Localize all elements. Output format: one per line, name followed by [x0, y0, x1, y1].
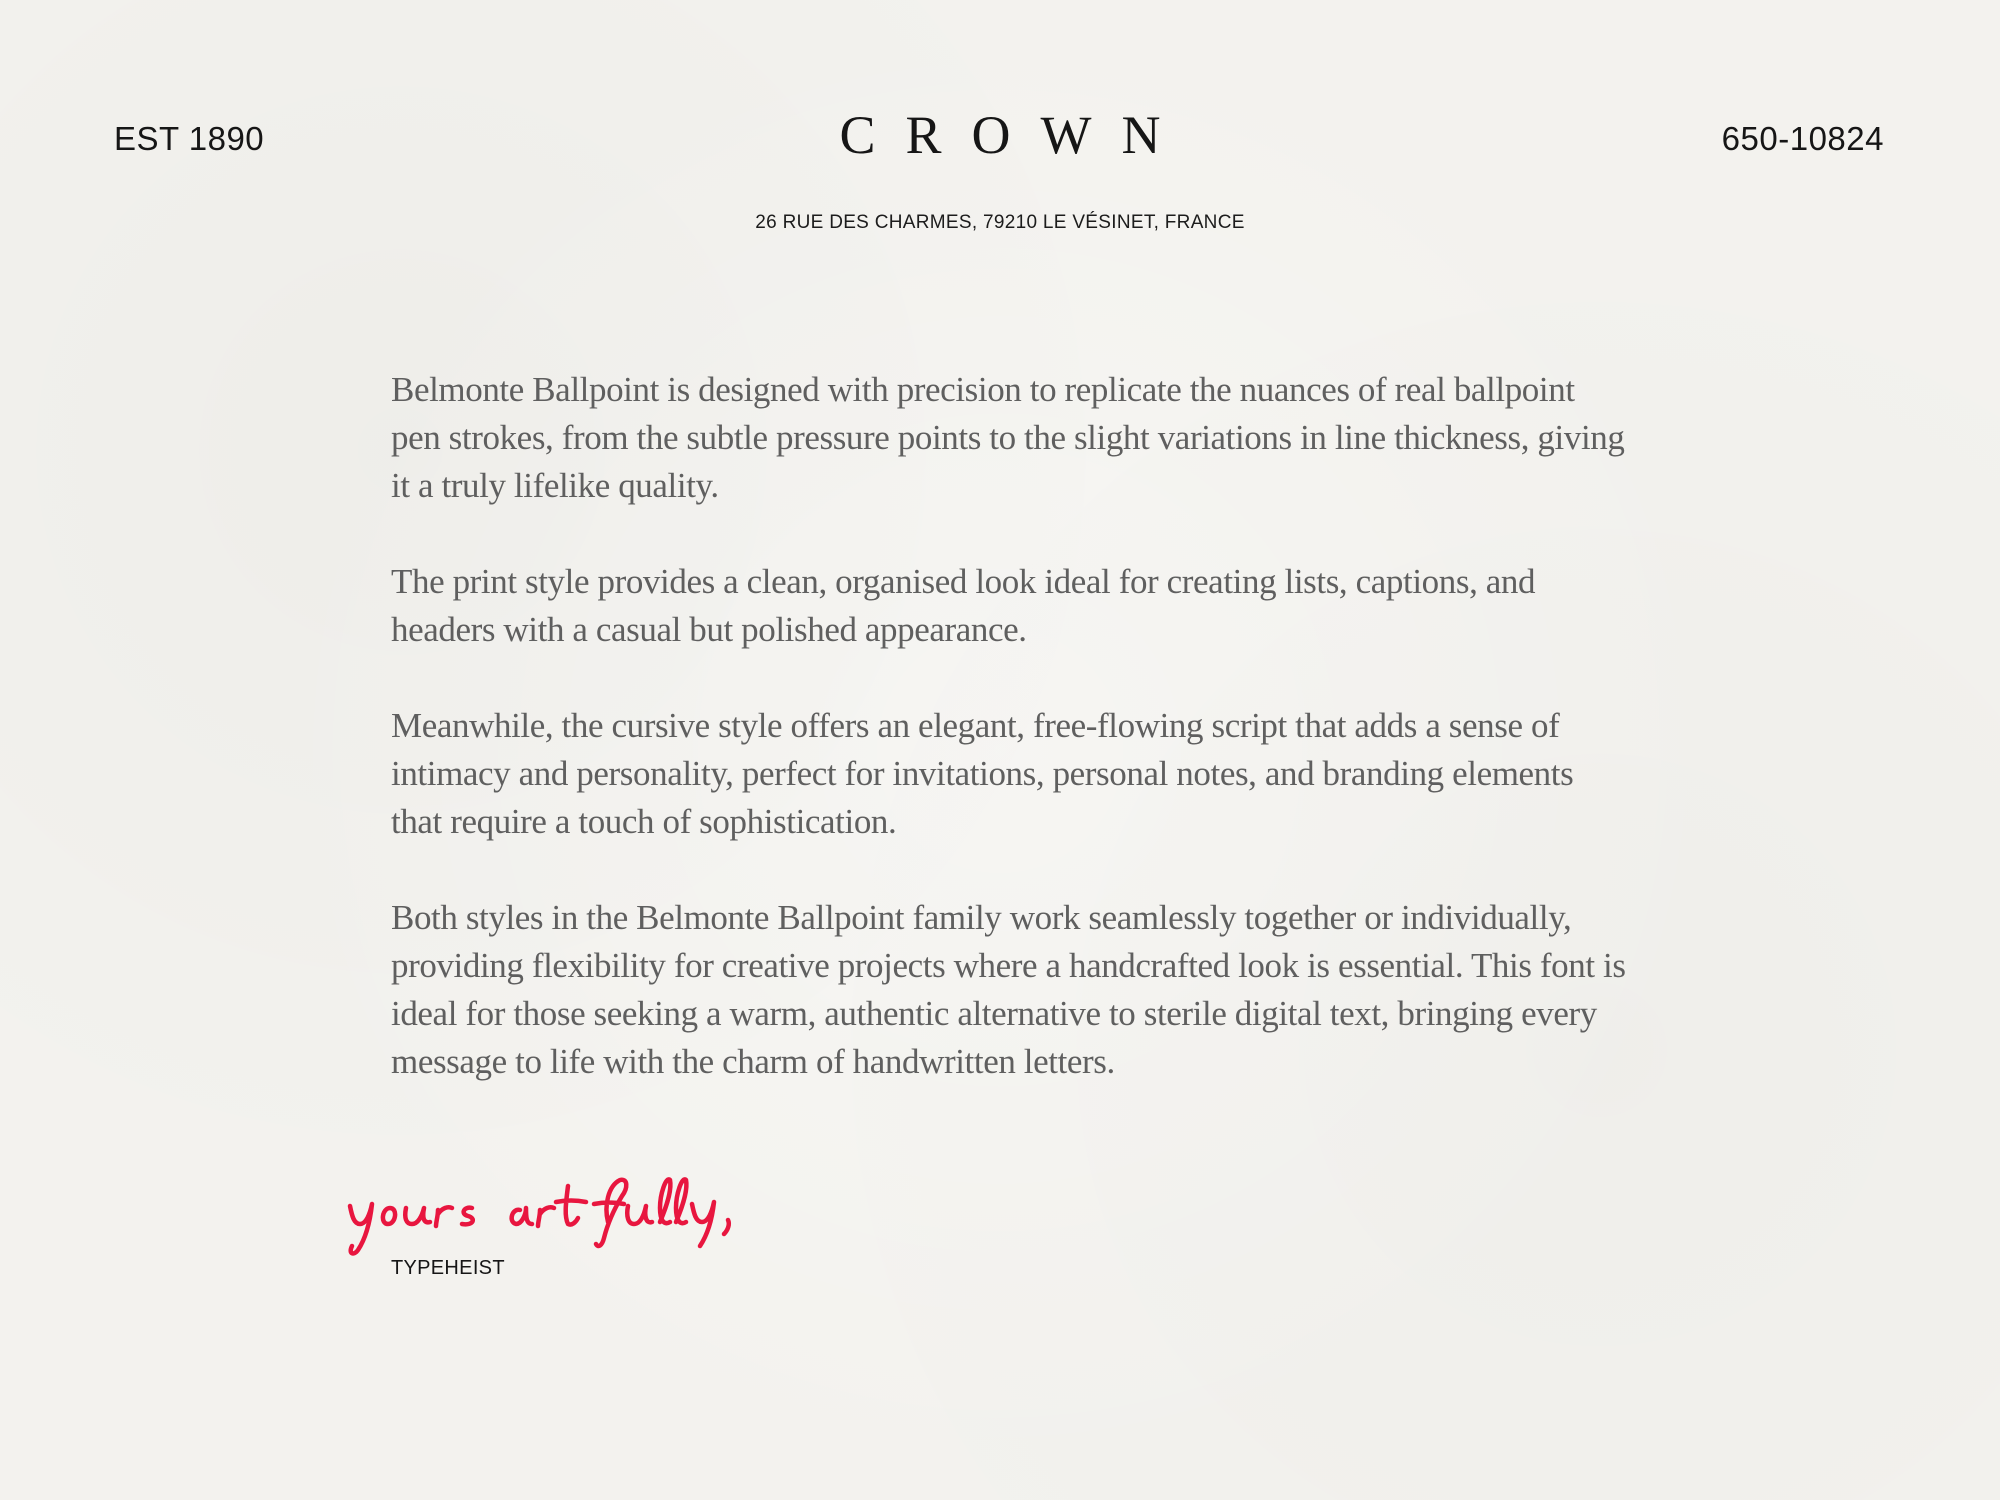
signature-name: TYPEHEIST	[391, 1257, 505, 1279]
body-paragraph-4: Both styles in the Belmonte Ballpoint family work seamlessly together or individually, providing flexibility for creative projects where a handcrafted look is essential. This font is ideal for those seeking a warm, authentic alternative to sterile digital text, bringing every message to life with the charm of handwritten letters.	[391, 898, 1626, 1081]
body-paragraph-2: The print style provides a clean, organised look ideal for creating lists, captions, and headers with a casual but polished appearance.	[391, 562, 1536, 649]
established-label: EST 1890	[114, 120, 265, 157]
body-paragraph-3: Meanwhile, the cursive style offers an elegant, free-flowing script that adds a sense of intimacy and personality, perfect for invitations, personal notes, and branding elements that require a touch of sophistication.	[391, 706, 1574, 841]
brand-logo: CROWN	[839, 105, 1191, 165]
letter-body	[391, 366, 1631, 1134]
body-paragraph-1: Belmonte Ballpoint is designed with precision to replicate the nuances of real ballpoint pen strokes, from the subtle pressure points to the slight variations in line thickness, giving it a truly lifelike quality.	[391, 370, 1625, 505]
handwritten-signature	[346, 1172, 796, 1262]
address-line: 26 RUE DES CHARMES, 79210 LE VÉSINET, FRANCE	[755, 212, 1245, 233]
reference-number: 650-10824	[1721, 120, 1884, 157]
